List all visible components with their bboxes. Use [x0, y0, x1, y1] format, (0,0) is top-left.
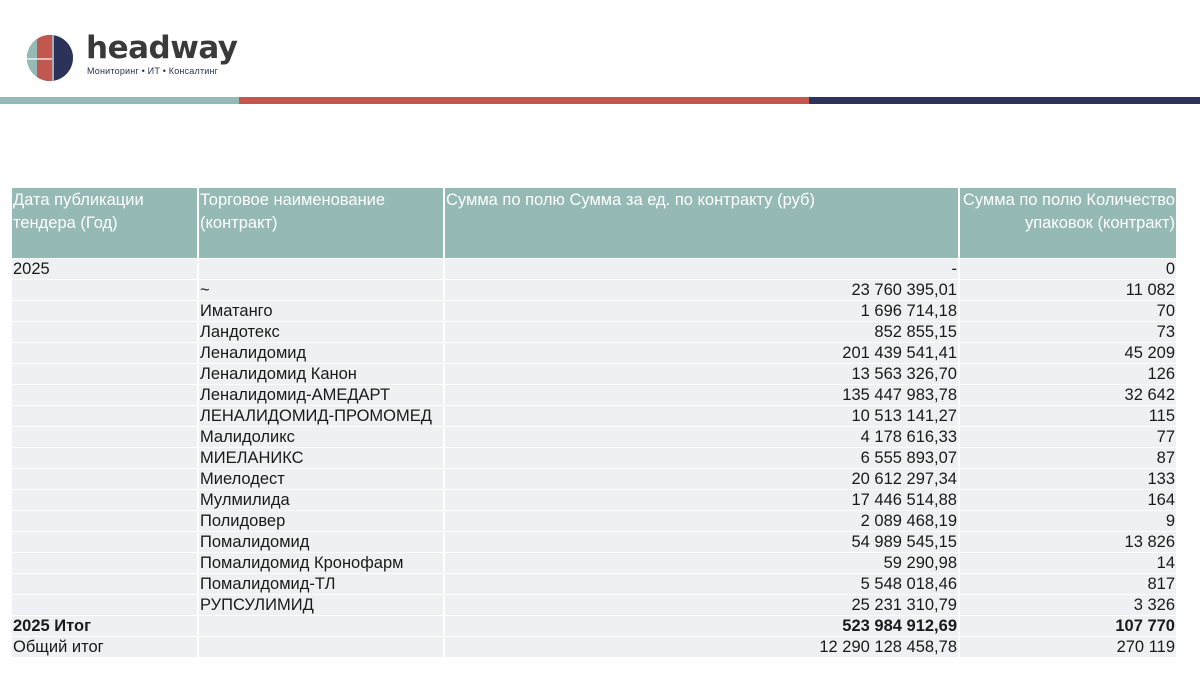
cell-sum-packages: 73 [959, 322, 1177, 343]
cell-sum-packages: 45 209 [959, 343, 1177, 364]
grand-total-row [12, 637, 1177, 658]
cell-trade-name: Помалидомид Кронофарм [198, 553, 444, 574]
cell-sum-packages: 126 [959, 364, 1177, 385]
cell-sum-packages: 11 082 [959, 280, 1177, 301]
cell-year [12, 343, 198, 364]
cell-year [12, 406, 198, 427]
cell-sum-packages: 164 [959, 490, 1177, 511]
stripe-teal-segment [0, 97, 239, 104]
cell-year [12, 448, 198, 469]
table-body [12, 259, 1177, 658]
cell-trade-name: Леналидомид-АМЕДАРТ [198, 385, 444, 406]
table-row [12, 406, 1177, 427]
cell-sum-price: 2 089 468,19 [444, 511, 959, 532]
cell-sum-packages: 9 [959, 511, 1177, 532]
cell-year [12, 322, 198, 343]
cell-sum-price: 852 855,15 [444, 322, 959, 343]
cell-trade-name [198, 259, 444, 280]
cell-trade-name: Полидовер [198, 511, 444, 532]
cell-sum-packages: 70 [959, 301, 1177, 322]
header-divider-stripe [0, 97, 1200, 104]
cell-trade-name: Ландотекс [198, 322, 444, 343]
cell-year [12, 490, 198, 511]
cell-year [12, 364, 198, 385]
cell-trade-name: ~ [198, 280, 444, 301]
cell-trade-name: Помалидомид [198, 532, 444, 553]
cell-year [12, 595, 198, 616]
cell-sum-price: 25 231 310,79 [444, 595, 959, 616]
cell-sum-price: - [444, 259, 959, 280]
cell-sum-packages: 0 [959, 259, 1177, 280]
cell-trade-name: Помалидомид-ТЛ [198, 574, 444, 595]
cell-trade-name: ЛЕНАЛИДОМИД-ПРОМОМЕД [198, 406, 444, 427]
cell-year [12, 532, 198, 553]
stripe-navy-segment [809, 97, 1200, 104]
grand-total-empty-cell [198, 637, 444, 658]
cell-year [12, 511, 198, 532]
header-sum-price: Сумма по полю Сумма за ед. по контракту (руб) [444, 188, 959, 259]
cell-sum-price: 1 696 714,18 [444, 301, 959, 322]
cell-year [12, 574, 198, 595]
cell-sum-price: 10 513 141,27 [444, 406, 959, 427]
cell-sum-packages: 13 826 [959, 532, 1177, 553]
cell-sum-packages: 817 [959, 574, 1177, 595]
cell-year: 2025 [12, 259, 198, 280]
subtotal-row [12, 616, 1177, 637]
cell-trade-name: Леналидомид [198, 343, 444, 364]
table-row [12, 574, 1177, 595]
table-row [12, 532, 1177, 553]
table-row [12, 469, 1177, 490]
cell-sum-price: 5 548 018,46 [444, 574, 959, 595]
cell-year [12, 301, 198, 322]
table-row [12, 385, 1177, 406]
cell-trade-name: Миелодест [198, 469, 444, 490]
cell-sum-price: 59 290,98 [444, 553, 959, 574]
subtotal-sum-price: 523 984 912,69 [444, 616, 959, 637]
cell-trade-name: Мулмилида [198, 490, 444, 511]
table-row [12, 553, 1177, 574]
cell-sum-packages: 87 [959, 448, 1177, 469]
brand-tagline: Мониторинг • ИТ • Консалтинг [87, 66, 219, 76]
table-row [12, 427, 1177, 448]
cell-sum-price: 13 563 326,70 [444, 364, 959, 385]
subtotal-empty-cell [198, 616, 444, 637]
cell-sum-packages: 115 [959, 406, 1177, 427]
cell-trade-name: МИЕЛАНИКС [198, 448, 444, 469]
cell-sum-packages: 14 [959, 553, 1177, 574]
cell-sum-price: 20 612 297,34 [444, 469, 959, 490]
cell-sum-packages: 133 [959, 469, 1177, 490]
cell-sum-price: 4 178 616,33 [444, 427, 959, 448]
cell-year [12, 427, 198, 448]
table-row [12, 595, 1177, 616]
cell-sum-price: 17 446 514,88 [444, 490, 959, 511]
table-row [12, 343, 1177, 364]
cell-trade-name: Малидоликс [198, 427, 444, 448]
cell-sum-price: 135 447 983,78 [444, 385, 959, 406]
table-row [12, 259, 1177, 280]
header-sum-packages: Сумма по полю Количество упаковок (контракт) [959, 188, 1177, 259]
cell-sum-packages: 32 642 [959, 385, 1177, 406]
cell-sum-price: 23 760 395,01 [444, 280, 959, 301]
cell-year [12, 553, 198, 574]
cell-sum-packages: 3 326 [959, 595, 1177, 616]
grand-total-sum-price: 12 290 128 458,78 [444, 637, 959, 658]
table-row [12, 280, 1177, 301]
cell-trade-name: РУПСУЛИМИД [198, 595, 444, 616]
brand-name: headway [86, 30, 238, 66]
header-trade-name: Торговое наименование (контракт) [198, 188, 444, 259]
pivot-table [12, 188, 1178, 658]
cell-year [12, 469, 198, 490]
table-row [12, 511, 1177, 532]
table-row [12, 301, 1177, 322]
table-row [12, 364, 1177, 385]
cell-sum-packages: 77 [959, 427, 1177, 448]
cell-trade-name: Леналидомид Канон [198, 364, 444, 385]
cell-sum-price: 6 555 893,07 [444, 448, 959, 469]
table-row [12, 448, 1177, 469]
cell-trade-name: Иматанго [198, 301, 444, 322]
header-year: Дата публикации тендера (Год) [12, 188, 198, 259]
cell-year [12, 385, 198, 406]
table-row [12, 490, 1177, 511]
table-header-row [12, 188, 1177, 259]
cell-sum-price: 54 989 545,15 [444, 532, 959, 553]
stripe-red-segment [239, 97, 809, 104]
subtotal-label: 2025 Итог [12, 616, 198, 637]
headway-logo-icon [26, 34, 74, 82]
cell-year [12, 280, 198, 301]
table-row [12, 322, 1177, 343]
subtotal-sum-packages: 107 770 [959, 616, 1177, 637]
cell-sum-price: 201 439 541,41 [444, 343, 959, 364]
grand-total-sum-packages: 270 119 [959, 637, 1177, 658]
grand-total-label: Общий итог [12, 637, 198, 658]
